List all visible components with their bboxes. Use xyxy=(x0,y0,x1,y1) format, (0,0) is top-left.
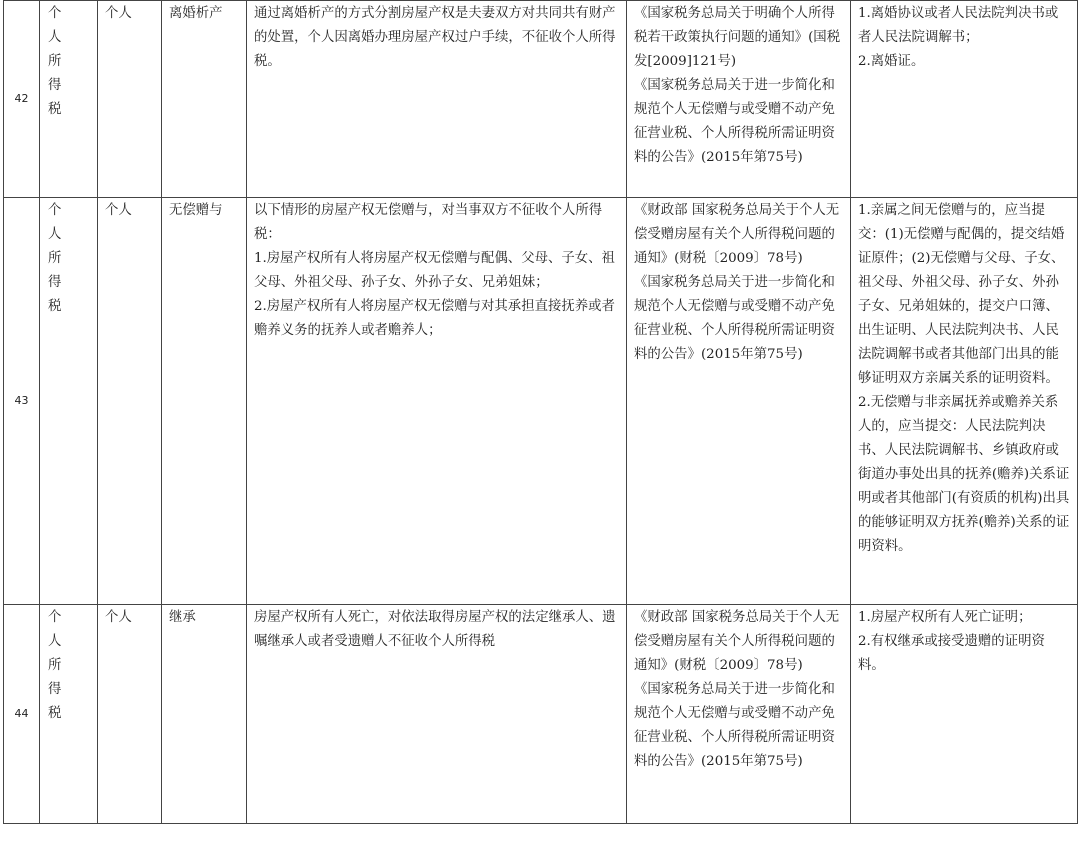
basis-text: 《财政部 国家税务总局关于个人无偿受赠房屋有关个人所得税问题的通知》(财税〔2009〕78号) xyxy=(634,203,840,266)
materials-text: 1.亲属之间无偿赠与的，应当提交：(1)无偿赠与配偶的，提交结婚证原件；(2)无偿赠与父母、子女、祖父母、外祖父母、孙子女、外孙子女、兄弟姐妹的，提交户口簿、出生证明、人民法院判决书、人民法院调解书或者其他部门出具的能够证明双方亲属关系的证明资料。 xyxy=(858,203,1065,386)
materials-text: 1.房屋产权所有人死亡证明； xyxy=(858,610,1032,625)
tax-type-cell: 个人所得税 xyxy=(40,198,98,605)
policy-text: 通过离婚析产的方式分割房屋产权是夫妻双方对共同共有财产的处置，个人因离婚办理房屋产权过户手续，不征收个人所得税。 xyxy=(254,6,616,69)
table-row xyxy=(4,198,1078,605)
taxpayer-cell: 个人 xyxy=(98,1,162,198)
item-cell: 继承 xyxy=(162,605,247,824)
basis-cell xyxy=(627,1,851,198)
row-number: 44 xyxy=(4,605,40,824)
basis-text: 《国家税务总局关于明确个人所得税若干政策执行问题的通知》(国税发[2009]121号) xyxy=(634,6,841,69)
basis-text: 《国家税务总局关于进一步简化和规范个人无偿赠与或受赠不动产免征营业税、个人所得税所需证明资料的公告》(2015年第75号) xyxy=(634,682,835,769)
materials-text: 2.离婚证。 xyxy=(858,54,925,69)
policy-cell xyxy=(247,198,627,605)
basis-text: 《财政部 国家税务总局关于个人无偿受赠房屋有关个人所得税问题的通知》(财税〔2009〕78号) xyxy=(634,610,840,673)
policy-cell xyxy=(247,1,627,198)
table-row xyxy=(4,605,1078,824)
tax-policy-table xyxy=(3,0,1078,824)
item-cell: 无偿赠与 xyxy=(162,198,247,605)
taxpayer-cell: 个人 xyxy=(98,198,162,605)
basis-text: 《国家税务总局关于进一步简化和规范个人无偿赠与或受赠不动产免征营业税、个人所得税所需证明资料的公告》(2015年第75号) xyxy=(634,275,835,362)
materials-text: 1.离婚协议或者人民法院判决书或者人民法院调解书； xyxy=(858,6,1059,45)
materials-cell xyxy=(851,198,1078,605)
materials-cell xyxy=(851,1,1078,198)
taxpayer-cell: 个人 xyxy=(98,605,162,824)
tax-type-cell: 个人所得税 xyxy=(40,605,98,824)
basis-text: 《国家税务总局关于进一步简化和规范个人无偿赠与或受赠不动产免征营业税、个人所得税所需证明资料的公告》(2015年第75号) xyxy=(634,78,835,165)
policy-text: 1.房屋产权所有人将房屋产权无偿赠与配偶、父母、子女、祖父母、外祖父母、孙子女、外孙子女、兄弟姐妹； xyxy=(254,251,615,290)
basis-cell xyxy=(627,605,851,824)
tax-type-cell: 个人所得税 xyxy=(40,1,98,198)
policy-text: 房屋产权所有人死亡，对依法取得房屋产权的法定继承人、遗嘱继承人或者受遗赠人不征收个人所得税 xyxy=(254,610,616,649)
item-cell: 离婚析产 xyxy=(162,1,247,198)
row-number: 42 xyxy=(4,1,40,198)
row-number: 43 xyxy=(4,198,40,605)
table-row xyxy=(4,1,1078,198)
policy-cell xyxy=(247,605,627,824)
policy-text: 以下情形的房屋产权无偿赠与，对当事双方不征收个人所得税： xyxy=(254,203,603,242)
materials-cell xyxy=(851,605,1078,824)
materials-text: 2.有权继承或接受遗赠的证明资料。 xyxy=(858,634,1045,673)
basis-cell xyxy=(627,198,851,605)
policy-text: 2.房屋产权所有人将房屋产权无偿赠与对其承担直接抚养或者赡养义务的抚养人或者赡养人； xyxy=(254,299,615,338)
materials-text: 2.无偿赠与非亲属抚养或赡养关系人的，应当提交：人民法院判决书、人民法院调解书、乡镇政府或街道办事处出具的抚养(赡养)关系证明或者其他部门(有资质的机构)出具的能够证明双方抚养(赡养)关系的证明资料。 xyxy=(858,395,1070,554)
